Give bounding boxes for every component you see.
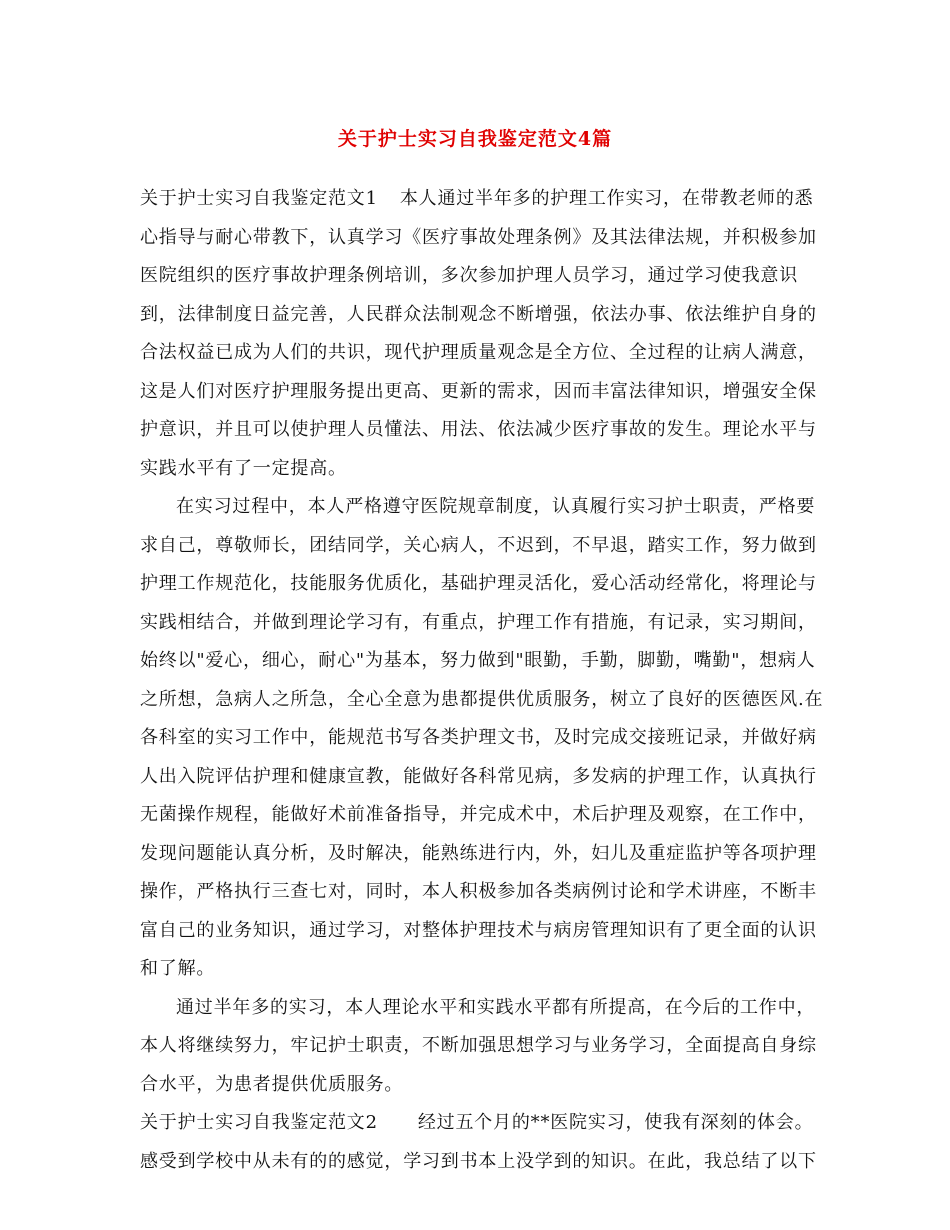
- section-2-lead: 经过五个月的**医院实习，使我有深刻的体会。感受到学校中从未有的的感觉，学习到书本上没学到的知识。在此，我总结了以下: [140, 1112, 817, 1172]
- section-1-opening: [140, 180, 830, 488]
- section-1-heading: 关于护士实习自我鉴定范文1: [140, 188, 378, 209]
- document-body: [140, 180, 830, 1181]
- section-2-heading: 关于护士实习自我鉴定范文2: [140, 1112, 378, 1133]
- section-1-paragraph: 在实习过程中，本人严格遵守医院规章制度，认真履行实习护士职责，严格要求自己，尊敬师长，团结同学，关心病人，不迟到，不早退，踏实工作，努力做到护理工作规范化，技能服务优质化，基础护理灵活化，爱心活动经常化，将理论与实践相结合，并做到理论学习有，有重点，护理工作有措施，有记录，实习期间，始终以"爱心，细心，耐心"为基本，努力做到"眼勤，手勤，脚勤，嘴勤"，想病人之所想，急病人之所急，全心全意为患都提供优质服务，树立了良好的医德医风.在各科室的实习工作中，能规范书写各类护理文书，及时完成交接班记录，并做好病人出入院评估护理和健康宣教，能做好各科常见病，多发病的护理工作，认真执行无菌操作规程，能做好术前准备指导，并完成术中，术后护理及观察，在工作中，发现问题能认真分析，及时解决，能熟练进行内，外，妇儿及重症监护等各项护理操作，严格执行三查七对，同时，本人积极参加各类病例讨论和学术讲座，不断丰富自己的业务知识，通过学习，对整体护理技术与病房管理知识有了更全面的认识和了解。: [140, 496, 824, 979]
- document-title: 关于护士实习自我鉴定范文4篇: [337, 128, 613, 150]
- section-1-paragraph: 通过半年多的实习，本人理论水平和实践水平都有所提高，在今后的工作中，本人将继续努力，牢记护士职责，不断加强思想学习与业务学习，全面提高自身综合水平，为患者提供优质服务。: [140, 996, 817, 1095]
- section-1-lead: 本人通过半年多的护理工作实习，在带教老师的悉心指导与耐心带教下，认真学习《医疗事故处理条例》及其法律法规，并积极参加医院组织的医疗事故护理条例培训，多次参加护理人员学习，通过学习使我意识到，法律制度日益完善，人民群众法制观念不断增强，依法办事、依法维护自身的合法权益已成为人们的共识，现代护理质量观念是全方位、全过程的让病人满意，这是人们对医疗护理服务提出更高、更新的需求，因而丰富法律知识，增强安全保护意识，并且可以使护理人员懂法、用法、依法减少医疗事故的发生。理论水平与实践水平有了一定提高。: [140, 188, 817, 479]
- section-2-opening: [140, 1104, 830, 1181]
